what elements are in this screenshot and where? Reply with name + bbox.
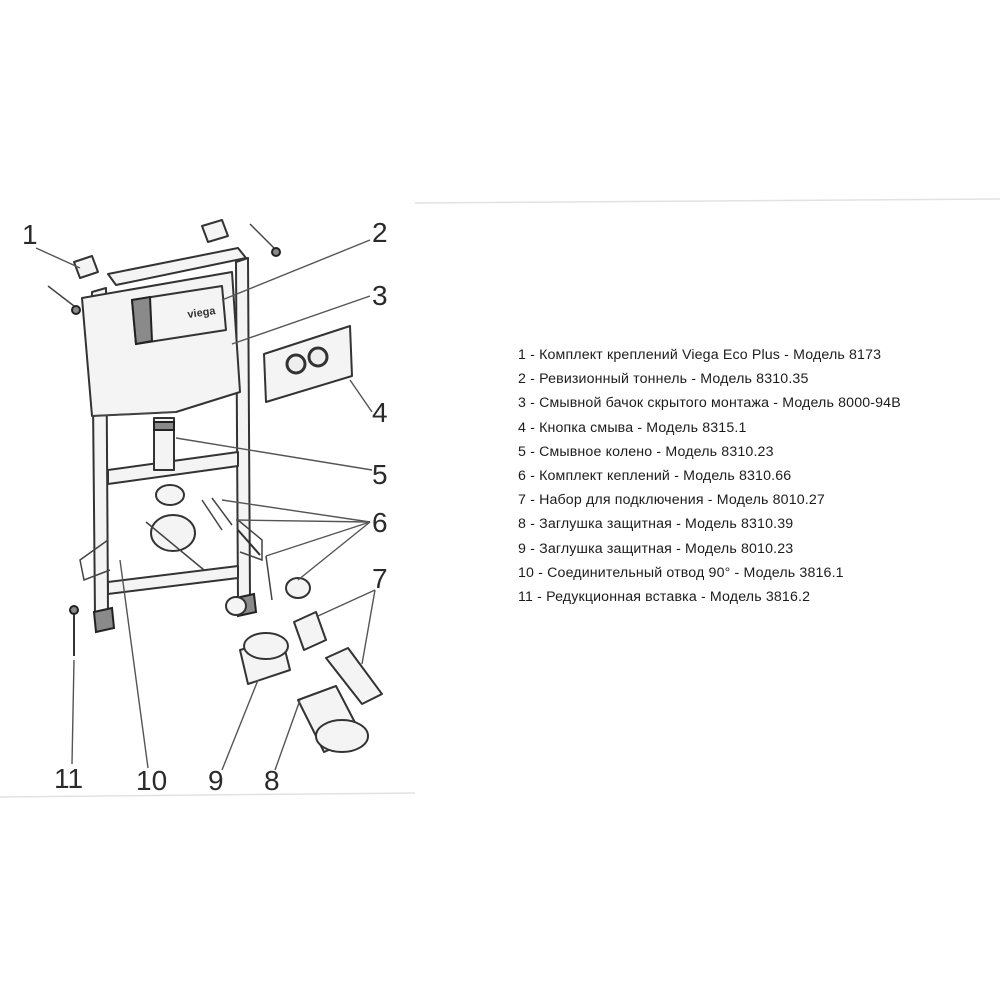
callout-7: 7 — [372, 563, 388, 594]
reduction-insert — [70, 606, 78, 656]
legend-item-2: 2 - Ревизионный тоннель - Модель 8310.35 — [518, 371, 809, 388]
callout-3: 3 — [372, 280, 388, 311]
brand-logo: viega — [186, 305, 217, 321]
legend-item-3: 3 - Смывной бачок скрытого монтажа - Модель 8000-94В — [518, 395, 901, 412]
legend-item-5: 5 - Смывное колено - Модель 8310.23 — [518, 443, 774, 460]
callout-9: 9 — [208, 765, 224, 796]
legend-item-8: 8 - Заглушка защитная - Модель 8310.39 — [518, 516, 794, 533]
legend-item-6: 6 - Комплект кеплений - Модель 8310.66 — [518, 467, 792, 484]
legend-item-1: 1 - Комплект креплений Viega Eco Plus - Модель 8173 — [518, 347, 882, 363]
callout-2: 2 — [372, 217, 388, 248]
legend-item-10: 10 - Соединительный отвод 90° - Модель 3816.1 — [518, 564, 844, 581]
callout-11: 11 — [54, 763, 84, 794]
legend-item-4: 4 - Кнопка смыва - Модель 8315.1 — [518, 419, 747, 436]
callout-8: 8 — [264, 765, 280, 796]
flush-bend — [154, 418, 174, 470]
callout-5: 5 — [372, 459, 388, 490]
frame-line-top — [415, 199, 1000, 203]
callout-4: 4 — [372, 397, 388, 428]
parts-legend — [518, 343, 988, 609]
flush-button-plate — [264, 326, 352, 402]
legend-item-7: 7 - Набор для подключения - Модель 8010.27 — [518, 492, 825, 509]
legend-item-9: 9 - Заглушка защитная - Модель 8010.23 — [518, 540, 794, 557]
callout-10: 10 — [136, 765, 168, 796]
callout-6: 6 — [372, 507, 388, 538]
callout-1: 1 — [22, 219, 38, 250]
legend-item-11: 11 - Редукционная вставка - Модель 3816.2 — [518, 588, 811, 605]
